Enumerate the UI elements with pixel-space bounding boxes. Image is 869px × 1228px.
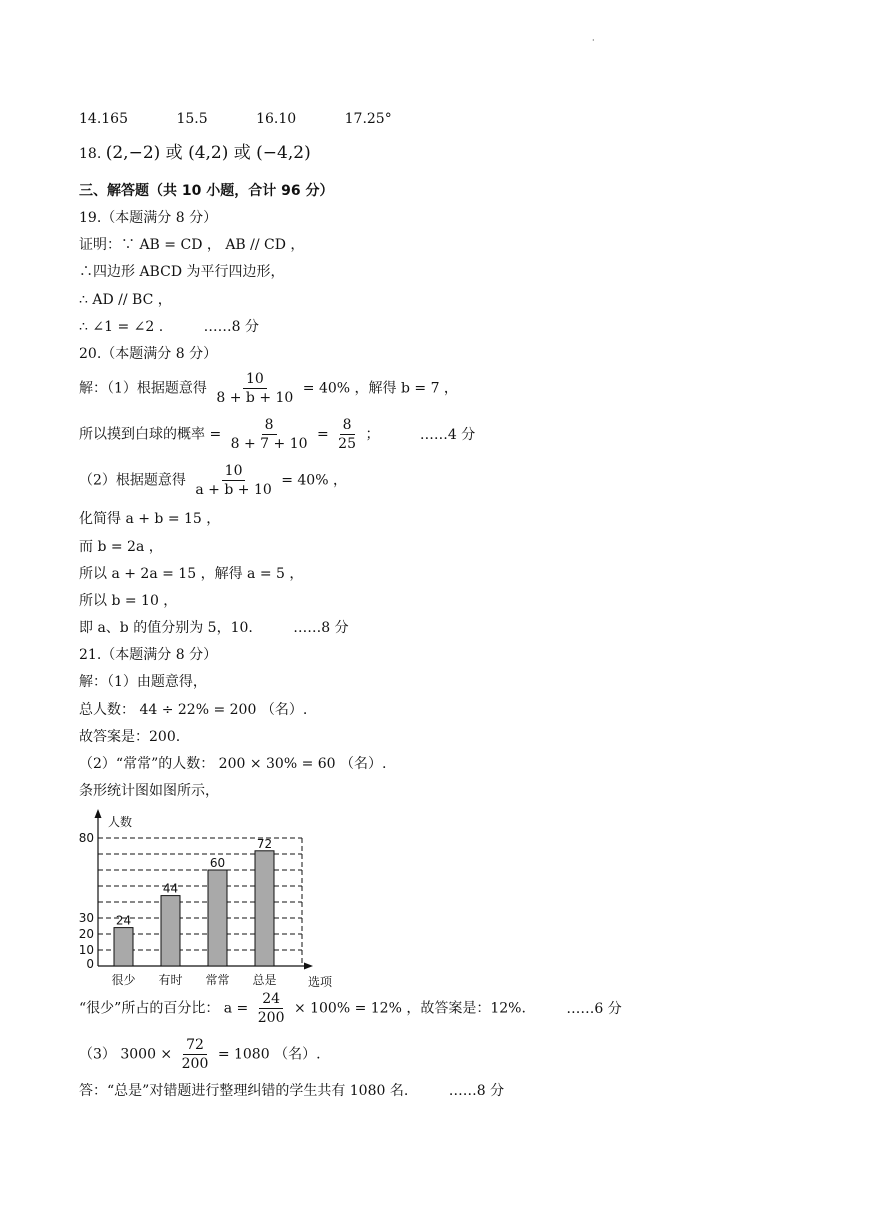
q20-line-2: [79, 416, 475, 453]
bar-value-label: 72: [256, 836, 273, 851]
answer-18-label: 18.: [79, 146, 102, 162]
answer-15: 15.5: [176, 111, 208, 127]
q20-line-8-text: 即 a、b 的值分别为 5，10.: [79, 620, 253, 636]
answer-18: [79, 143, 311, 164]
bar-value-label: 24: [115, 913, 132, 928]
q21-line-7-post: = 1080 （名）.: [217, 1046, 321, 1063]
q20-title: 20.（本题满分 8 分）: [79, 346, 218, 362]
q20-fraction-2-den: 8 + 7 + 10: [230, 436, 308, 452]
bar-总是: [255, 851, 274, 966]
q21-fraction-1-num: 24: [259, 990, 283, 1009]
q20-line-3-post: = 40% ，: [281, 472, 347, 489]
q21-score-8: ……8 分: [448, 1083, 505, 1099]
q20-fraction-3-den: 25: [338, 436, 356, 452]
y-axis-title: 人数: [108, 815, 133, 829]
q20-fraction-1: [213, 370, 296, 407]
q19-line-4-text: ∴ ∠1 = ∠2 .: [79, 319, 164, 335]
answer-16: 16.10: [256, 111, 297, 127]
q20-score-8: ……8 分: [293, 620, 349, 636]
q20-line-2-equals: =: [316, 426, 329, 443]
q21-fraction-2: [179, 1036, 212, 1073]
bar-chart: [74, 808, 364, 988]
q21-fraction-1-den: 200: [257, 1010, 285, 1026]
q20-fraction-3: [335, 416, 359, 453]
y-axis-arrow: [95, 809, 102, 818]
q20-line-5: 而 b = 2a ，: [79, 539, 163, 555]
q21-title: 21.（本题满分 8 分）: [79, 647, 218, 663]
q19-line-3: ∴ AD // BC ，: [79, 292, 172, 308]
q21-fraction-2-den: 200: [181, 1056, 209, 1072]
q21-line-7: [79, 1036, 321, 1073]
q19-line-4: [79, 317, 259, 337]
header-mark: ·: [592, 36, 595, 45]
q20-line-8: [79, 618, 349, 638]
q21-score-6: ……6 分: [566, 1000, 622, 1017]
q21-line-6: [79, 990, 622, 1027]
q21-line-8: [79, 1081, 504, 1101]
q20-score-4: ……4 分: [419, 426, 476, 443]
q20-line-6: 所以 a + 2a = 15 ，解得 a = 5 ，: [79, 566, 304, 582]
q20-line-3: [79, 462, 347, 499]
q20-line-4: 化简得 a + b = 15 ，: [79, 511, 221, 527]
q20-fraction-1-num: 10: [243, 370, 267, 389]
y-tick-label: 10: [78, 943, 94, 957]
q20-fraction-2: [228, 416, 311, 453]
answer-14: 14.165: [79, 111, 128, 127]
q21-line-4: （2）“常常”的人数： 200 × 30% = 60 （名）.: [79, 756, 387, 772]
q20-line-1-post: = 40% ，解得 b = 7 ，: [302, 380, 458, 397]
q20-line-2-post: ；: [365, 426, 380, 443]
y-tick-label: 20: [78, 927, 94, 941]
bar-很少: [114, 928, 133, 966]
bar-常常: [208, 870, 227, 966]
x-category-label: 很少: [111, 973, 136, 987]
q21-fraction-2-num: 72: [183, 1036, 207, 1055]
q20-fraction-4: [192, 462, 274, 499]
x-category-label: 常常: [205, 973, 230, 987]
q20-fraction-2-num: 8: [262, 416, 277, 435]
x-category-label: 有时: [158, 973, 183, 987]
q21-line-6-post: × 100% = 12% ，故答案是：12%.: [293, 1000, 526, 1017]
x-axis-title: 选项: [308, 975, 333, 988]
bar-value-label: 60: [209, 856, 226, 870]
q21-line-6-pre: “很少”所占的百分比： a =: [79, 1000, 249, 1017]
y-tick-label: 0: [86, 957, 94, 971]
q20-fraction-4-den: a + b + 10: [195, 482, 272, 498]
q21-line-3: 故答案是：200.: [79, 729, 181, 745]
q21-fraction-1: [255, 990, 288, 1027]
q21-line-7-pre: （3） 3000 ×: [79, 1046, 173, 1063]
bar-有时: [161, 896, 180, 966]
section-3-title: 三、解答题（共 10 小题，合计 96 分）: [79, 183, 334, 199]
q20-fraction-4-num: 10: [222, 462, 246, 481]
q21-line-8-text: 答：“总是”对错题进行整理纠错的学生共有 1080 名.: [79, 1083, 409, 1099]
answers-row: [79, 109, 436, 129]
q19-line-1: 证明：∵ AB = CD ， AB // CD ，: [79, 237, 305, 253]
q20-line-3-pre: （2）根据题意得: [79, 472, 186, 489]
q20-fraction-1-den: 8 + b + 10: [216, 390, 294, 406]
bar-value-label: 44: [162, 881, 179, 896]
y-tick-label: 80: [78, 831, 94, 845]
answer-17: 17.25°: [344, 111, 392, 127]
q21-line-1: 解：（1）由题意得，: [79, 674, 207, 690]
x-axis-arrow: [304, 963, 313, 970]
y-tick-label: 30: [78, 911, 94, 925]
q21-line-5: 条形统计图如图所示，: [79, 783, 219, 799]
answer-18-body: (2,−2) 或 (4,2) 或 (−4,2): [105, 143, 311, 163]
q20-line-1: [79, 370, 458, 407]
q21-line-2: 总人数： 44 ÷ 22% = 200 （名）.: [79, 702, 308, 718]
q20-line-7: 所以 b = 10 ，: [79, 593, 178, 609]
q19-score: ……8 分: [203, 319, 259, 335]
q20-fraction-3-num: 8: [340, 416, 355, 435]
q19-title: 19.（本题满分 8 分）: [79, 210, 218, 226]
q20-line-1-pre: 解：（1）根据题意得: [79, 380, 207, 397]
q19-line-2: ∴四边形 ABCD 为平行四边形，: [79, 264, 285, 280]
q20-line-2-pre: 所以摸到白球的概率 =: [79, 426, 222, 443]
x-category-label: 总是: [252, 973, 277, 987]
